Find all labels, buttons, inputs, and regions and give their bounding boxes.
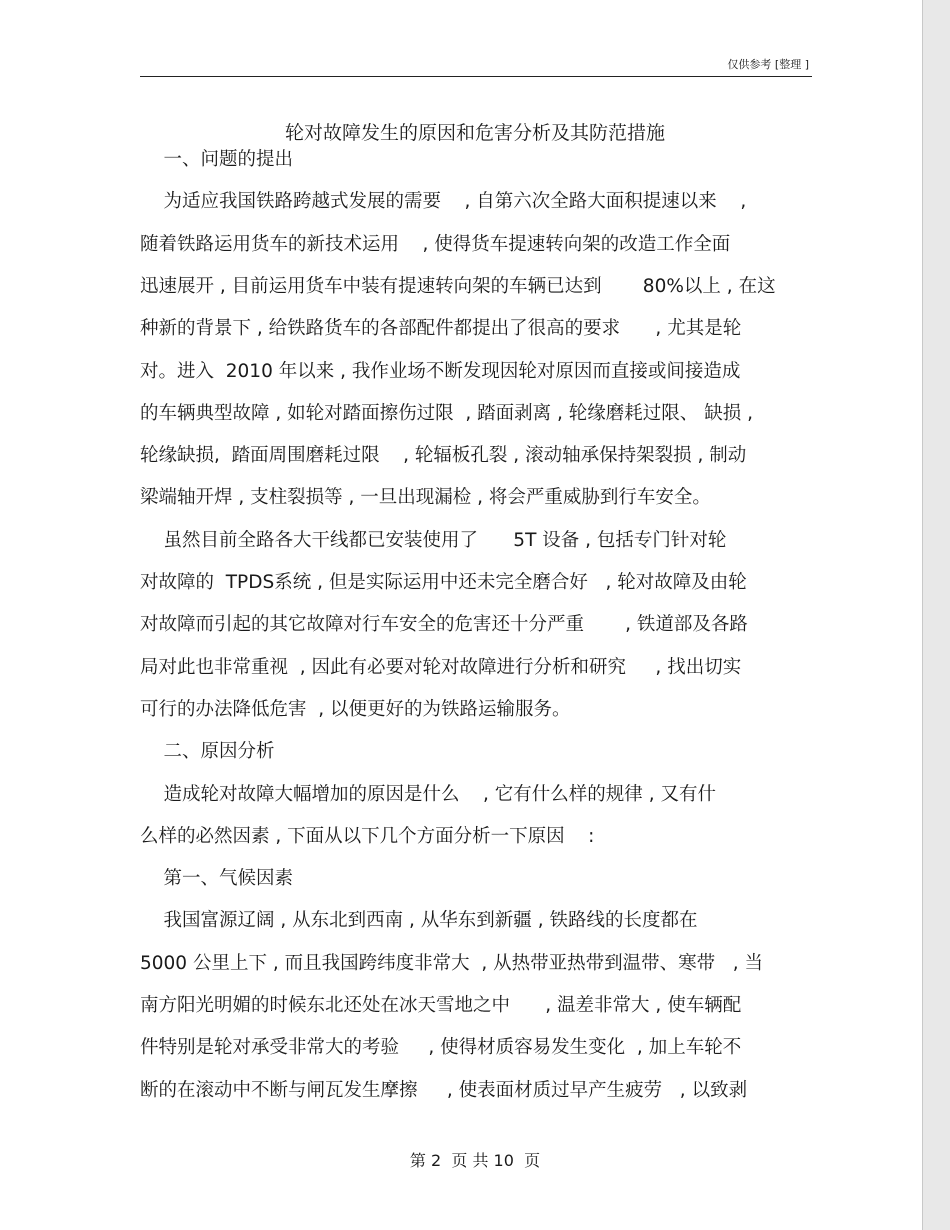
text-line: 二、原因分析 [140, 741, 275, 763]
text-line: 5000 公里上下 , 而且我国跨纬度非常大 , 从热带亚热带到温带、寒带 , 当 [140, 952, 764, 974]
text-line: 的车辆典型故障 , 如轮对踏面擦伤过限 , 踏面剥离 , 轮缘磨耗过限、 缺损 , [140, 402, 753, 424]
text-line: 一、问题的提出 [140, 149, 294, 170]
text-line: 对故障的 TPDS系统 , 但是实际运用中还未完全磨合好 , 轮对故障及由轮 [140, 572, 747, 593]
header-note: 仅供参考 [整理 ] [727, 58, 809, 71]
text-line: 梁端轴开焊 , 支柱裂损等 , 一旦出现漏检 , 将会严重威胁到行车安全。 [140, 487, 711, 509]
text-line: 第一、气候因素 [140, 868, 294, 890]
text-line: 轮缘缺损, 踏面周围磨耗过限 , 轮辐板孔裂 , 滚动轴承保持架裂损 , 制动 [140, 445, 747, 467]
text-line: 造成轮对故障大幅增加的原因是什么 , 它有什么样的规律 , 又有什 [140, 783, 716, 805]
text-line: 随着铁路运用货车的新技术运用 , 使得货车提速转向架的改造工作全面 [140, 233, 731, 255]
text-line: 我国富源辽阔 , 从东北到西南 , 从华东到新疆 , 铁路线的长度都在 [140, 910, 698, 932]
text-line: 对故障而引起的其它故障对行车安全的危害还十分严重 , 铁道部及各路 [140, 614, 748, 636]
text-line: 南方阳光明媚的时候东北还处在冰天雪地之中 , 温差非常大 , 使车辆配 [140, 995, 742, 1016]
text-line: 迅速展开 , 目前运用货车中装有提速转向架的车辆已达到 80%以上 , 在这 [140, 275, 776, 297]
text-line: 虽然目前全路各大干线都已安装使用了 5T 设备 , 包括专门针对轮 [140, 529, 727, 551]
text-line: 么样的必然因素 , 下面从以下几个方面分析一下原因 : [140, 825, 595, 847]
text-line: 种新的背景下 , 给铁路货车的各部配件都提出了很高的要求 , 尤其是轮 [140, 318, 742, 340]
text-line: 断的在滚动中不断与闸瓦发生摩擦 , 使表面材质过早产生疲劳 , 以致剥 [140, 1079, 748, 1101]
header-rule [140, 76, 812, 77]
text-line: 可行的办法降低危害 , 以便更好的为铁路运输服务。 [140, 698, 571, 720]
text-line: 为适应我国铁路跨越式发展的需要 , 自第六次全路大面积提速以来 , [140, 191, 747, 213]
document-title: 轮对故障发生的原因和危害分析及其防范措施 [284, 122, 665, 144]
text-line: 局对此也非常重视 , 因此有必要对轮对故障进行分析和研究 , 找出切实 [140, 656, 742, 678]
text-line: 对。进入 2010 年以来 , 我作业场不断发现因轮对原因而直接或间接造成 [140, 360, 741, 382]
text-line: 件特别是轮对承受非常大的考验 , 使得材质容易发生变化 , 加上车轮不 [140, 1037, 742, 1059]
page-footer: 第 2 页 共 10 页 [409, 1151, 541, 1170]
